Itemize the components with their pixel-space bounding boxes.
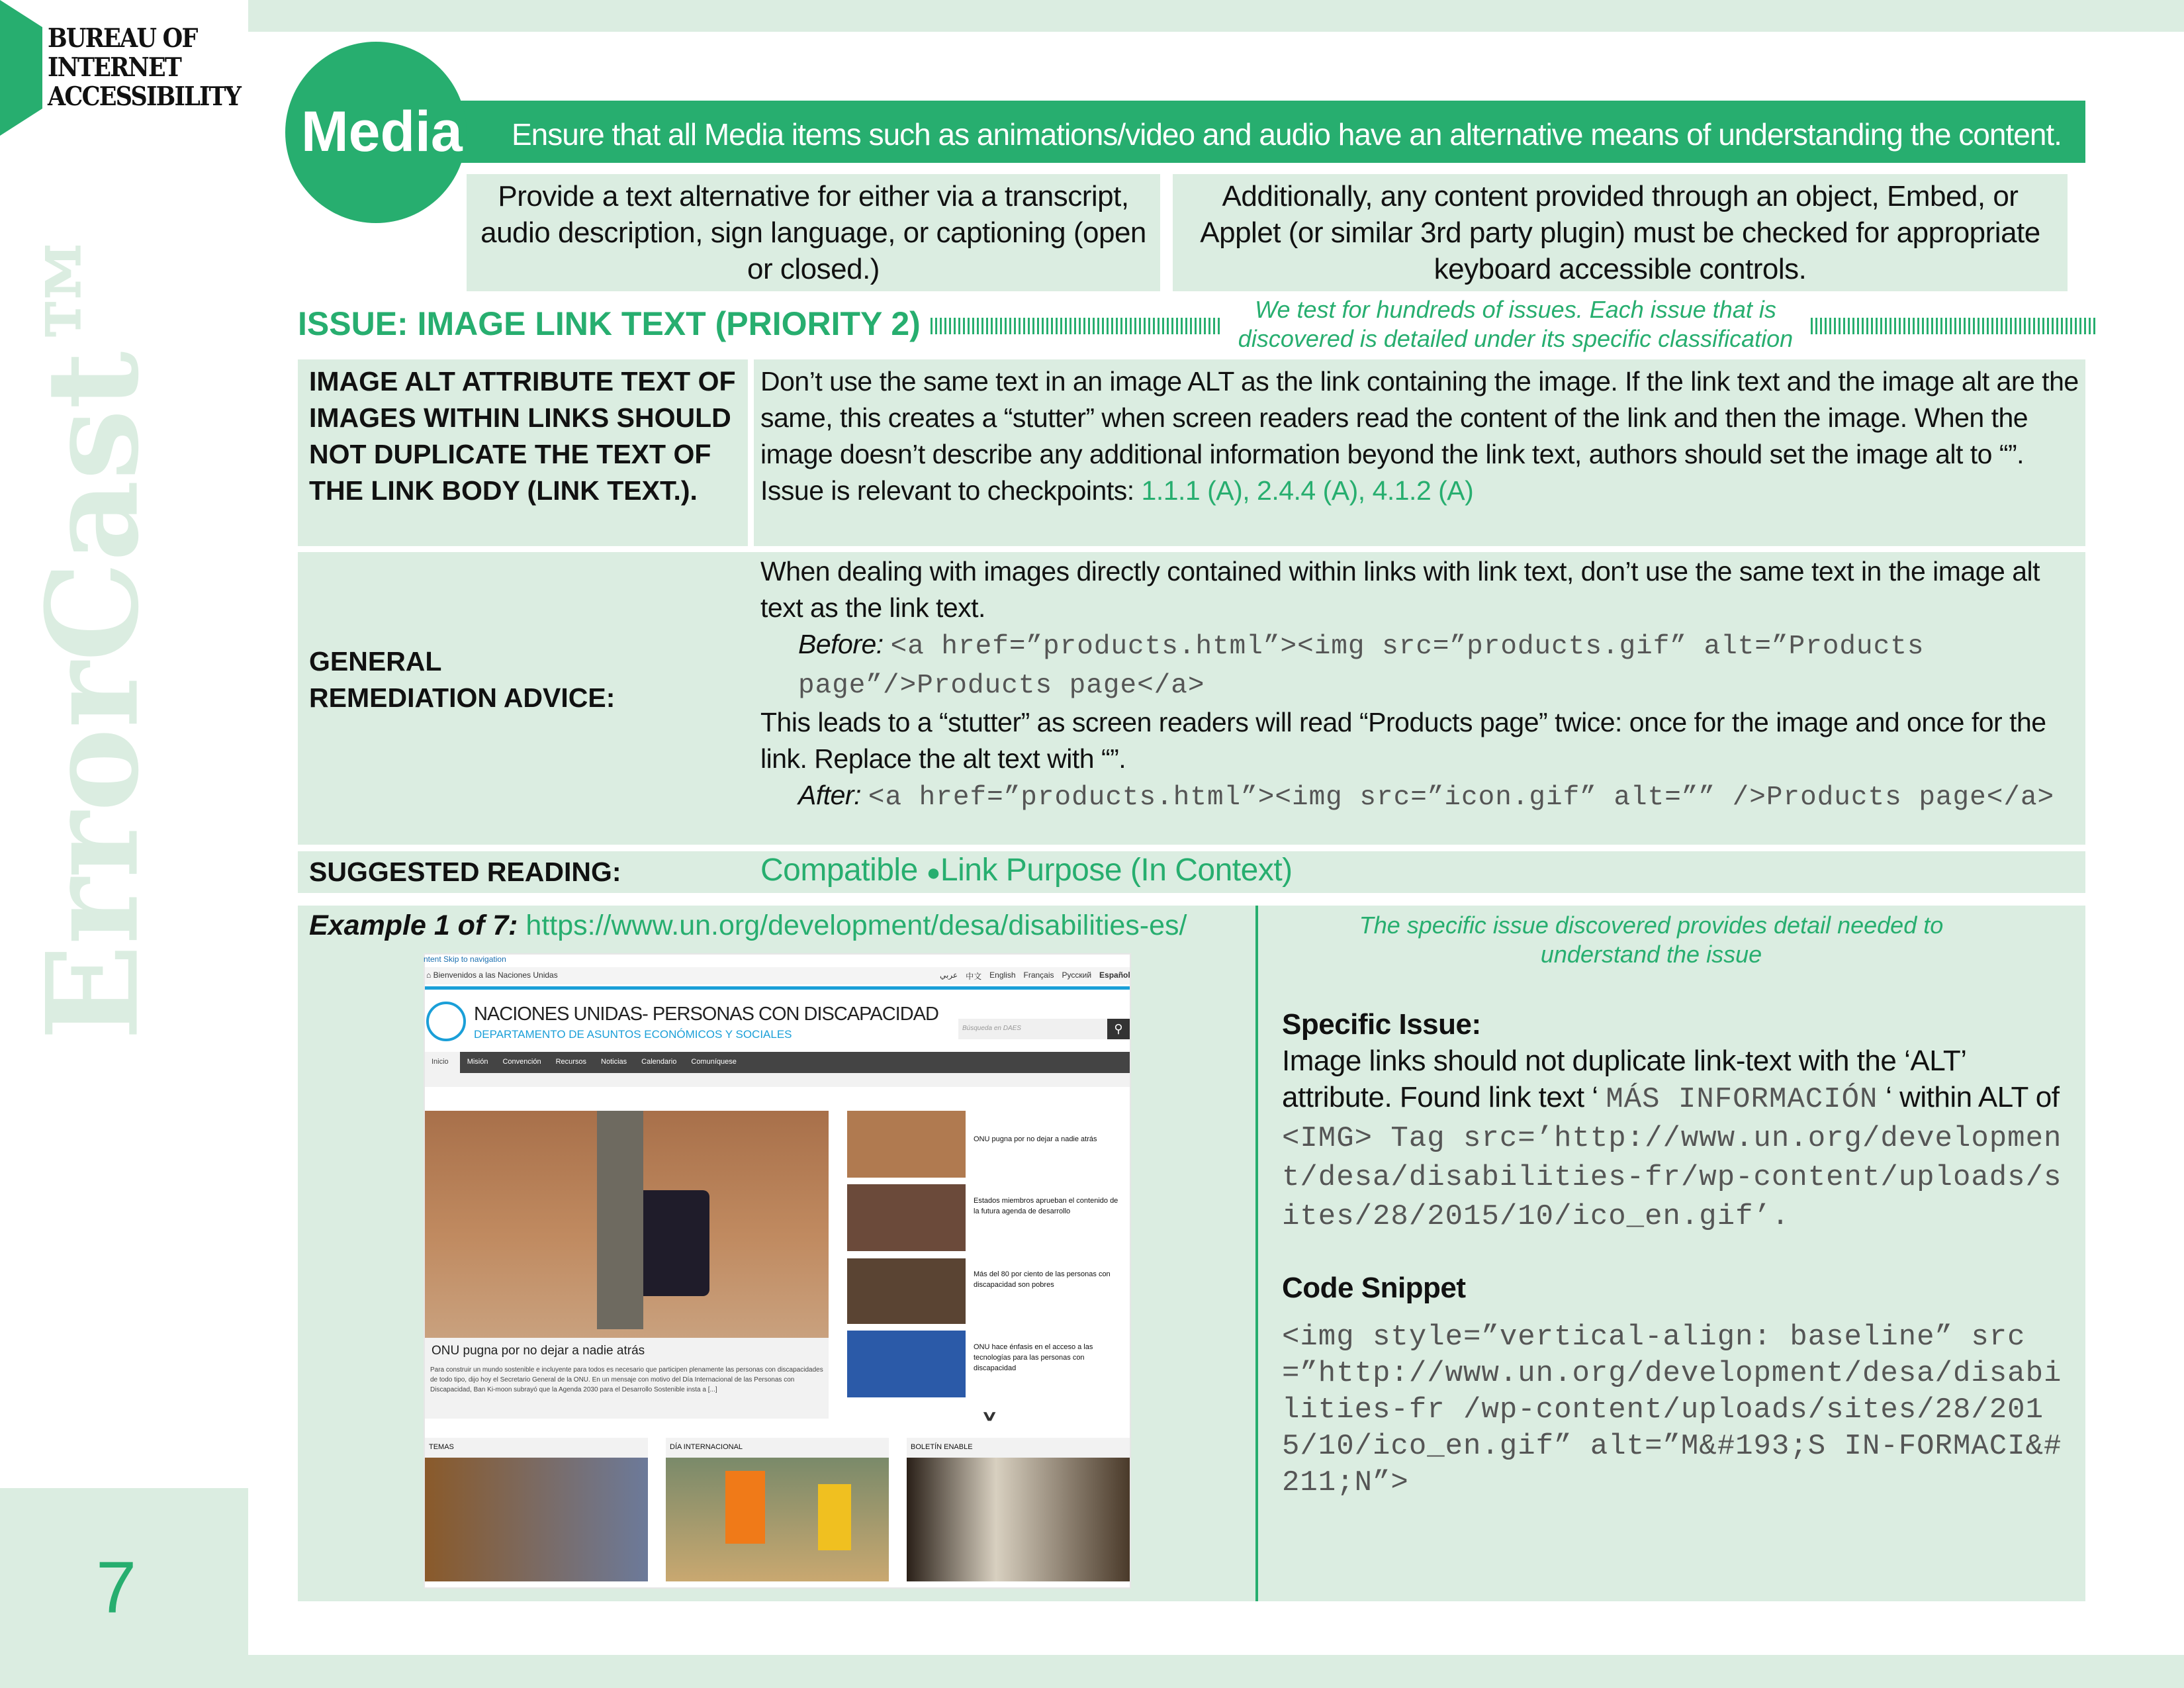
card-label: DÍA INTERNACIONAL bbox=[666, 1438, 889, 1458]
logo bbox=[48, 24, 240, 111]
side-thumb[interactable] bbox=[847, 1111, 966, 1178]
search-icon[interactable]: ⚲ bbox=[1107, 1019, 1130, 1039]
row-label: SUGGESTED READING: bbox=[309, 857, 621, 887]
welcome-text: Bienvenidos a las Naciones Unidas bbox=[433, 970, 558, 980]
after-label: After: bbox=[798, 780, 868, 810]
divider-ticks bbox=[1811, 318, 2098, 334]
divider-ticks bbox=[931, 318, 1220, 334]
bottom-band bbox=[0, 1655, 2184, 1688]
lang-link[interactable]: عربي bbox=[940, 970, 958, 980]
example-note: The specific issue discovered provides detail needed to understand the issue bbox=[1359, 912, 1944, 968]
example-label: Example 1 of 7: bbox=[309, 910, 526, 941]
logo-line: ACCESSIBILITY bbox=[48, 81, 241, 112]
nav-item[interactable]: Calendario bbox=[641, 1058, 677, 1066]
row-text bbox=[754, 363, 2085, 509]
example-url[interactable]: https://www.un.org/development/desa/disabilities-es/ bbox=[525, 910, 1187, 941]
watermark bbox=[19, 225, 167, 1041]
issue-description: Don’t use the same text in an image ALT as the link containing the image. If the link text and the image alt are the same, this creates a “stutter” when screen readers read the content of the link and then the image. When the image doesn’t describe any additional information beyond the link text, authors should set the image alt to “”. bbox=[760, 366, 2079, 469]
category-summary: Ensure that all Media items such as animations/video and audio have an alternative means of understanding the content. bbox=[512, 117, 2062, 152]
reading-link-compatible[interactable]: Compatible bbox=[760, 853, 918, 888]
language-list bbox=[940, 970, 1130, 982]
requirement-box-1: Provide a text alternative for either via a transcript, audio description, sign language, or captioning (open or closed.) bbox=[467, 174, 1160, 291]
side-thumb[interactable] bbox=[847, 1331, 966, 1397]
blue-rule bbox=[425, 986, 1130, 990]
watermark-text: ErrorCast™ bbox=[19, 225, 167, 1041]
suggested-reading bbox=[754, 852, 2085, 890]
specific-text: ‘ within ALT of bbox=[1878, 1081, 2060, 1113]
nav-item[interactable]: Recursos bbox=[555, 1058, 587, 1066]
requirement-box-2: Additionally, any content provided through an object, Embed, or Applet (or similar 3rd party plugin) must be checked for appropriate keyboard accessible controls. bbox=[1173, 174, 2068, 291]
card-label: BOLETÍN ENABLE bbox=[907, 1438, 1130, 1458]
nav-item[interactable]: Convención bbox=[502, 1058, 541, 1066]
lead-text: Para construir un mundo sostenible e incluyente para todos es necesario que participen plenamente las personas con discapacidades de todo tipo, dijo hoy el Secretario General de la ONU. En un mensaje con motivo del Día Internacional de las Personas con Discapacidad, Ban Ki-moon subrayó que la Agenda 2030 para el Desarrollo Sostenible insta a [...] bbox=[430, 1366, 823, 1393]
site-subtitle: DEPARTAMENTO DE ASUNTOS ECONÓMICOS Y SOCIALES bbox=[474, 1028, 792, 1041]
issue-note: We test for hundreds of issues. Each issue that is discovered is detailed under its specific classification bbox=[1238, 296, 1794, 352]
specific-text: Image links should not duplicate link-text with the ‘ALT’ attribute. Found link text ‘ bbox=[1282, 1045, 1966, 1113]
side-link[interactable]: Más del 80 por ciento de las personas con discapacidad son pobres bbox=[974, 1270, 1111, 1289]
logo-line: BUREAU OF bbox=[48, 23, 197, 54]
reading-link-purpose[interactable]: Link Purpose (In Context) bbox=[940, 853, 1293, 888]
code-heading: Code Snippet bbox=[1282, 1272, 1466, 1304]
category-title: Media bbox=[301, 100, 463, 164]
lang-link[interactable]: Русский bbox=[1062, 970, 1092, 980]
welcome-link[interactable] bbox=[426, 970, 558, 980]
specific-heading: Specific Issue: bbox=[1282, 1008, 1481, 1041]
page-number: 7 bbox=[96, 1547, 137, 1628]
example-divider bbox=[1255, 906, 1258, 1601]
advice-middle: This leads to a “stutter” as screen readers will read “Products page” twice: once for the image and once for the link. Replace the alt text with “”. bbox=[760, 707, 2046, 774]
row-label: GENERAL REMEDIATION ADVICE: bbox=[309, 646, 615, 713]
after-code: <a href=”products.html”><img src=”icon.gif” alt=”” />Products page</a> bbox=[868, 782, 2055, 813]
specific-issue bbox=[1282, 1006, 2076, 1501]
bullet: ● bbox=[926, 859, 940, 886]
site-title: NACIONES UNIDAS- PERSONAS CON DISCAPACIDAD bbox=[474, 1004, 938, 1025]
chevron-down-icon[interactable]: ∨ bbox=[981, 1407, 999, 1424]
un-emblem-icon bbox=[426, 1002, 466, 1041]
side-thumb[interactable] bbox=[847, 1258, 966, 1324]
card-photo[interactable] bbox=[666, 1458, 889, 1581]
code-snippet: <img style=”vertical-align: baseline” src=”http://www.un.org/development/desa/disabilities-fr /wp-content/uploads/sites/28/2015/10/ico_en.gif” alt=”M&#193;S IN-FORMACI&#211;N”> bbox=[1282, 1321, 2062, 1499]
logo-chevron bbox=[0, 0, 42, 136]
before-code: <a href=”products.html”><img src=”products.gif” alt=”Products page”/>Products page</a> bbox=[798, 632, 1925, 701]
nav-item[interactable]: Misión bbox=[467, 1058, 488, 1066]
skip-link[interactable]: ntent Skip to navigation bbox=[424, 955, 506, 964]
nav-item[interactable]: Inicio bbox=[432, 1058, 449, 1066]
issue-heading: ISSUE: IMAGE LINK TEXT (PRIORITY 2) bbox=[298, 305, 921, 342]
nav-items bbox=[432, 1058, 737, 1066]
top-band bbox=[248, 0, 2184, 32]
card-photo[interactable] bbox=[425, 1458, 648, 1581]
side-link[interactable]: ONU pugna por no dejar a nadie atrás bbox=[974, 1135, 1097, 1143]
nav-item[interactable]: Noticias bbox=[601, 1058, 627, 1066]
before-label: Before: bbox=[798, 629, 891, 659]
lang-link[interactable]: Français bbox=[1023, 970, 1054, 980]
example-heading bbox=[309, 910, 1187, 942]
nav-item[interactable]: Comuníquese bbox=[691, 1058, 737, 1066]
side-link[interactable]: ONU hace énfasis en el acceso a las tecnologías para las personas con discapacidad bbox=[974, 1343, 1093, 1372]
side-link[interactable]: Estados miembros aprueban el contenido de la futura agenda de desarrollo bbox=[974, 1197, 1118, 1215]
lead-photo[interactable] bbox=[425, 1111, 829, 1338]
lang-link[interactable]: 中文 bbox=[966, 972, 982, 981]
home-icon: ⌂ bbox=[426, 970, 433, 980]
site-search-input[interactable]: Búsqueda en DAES bbox=[958, 1019, 1107, 1039]
lang-link[interactable]: English bbox=[989, 970, 1016, 980]
lead-title[interactable]: ONU pugna por no dejar a nadie atrás bbox=[432, 1344, 645, 1358]
logo-line: INTERNET bbox=[48, 52, 181, 83]
advice-intro: When dealing with images directly contained within links with link text, don’t use the same text in the image alt text as the link text. bbox=[760, 556, 2040, 623]
row-text bbox=[754, 553, 2085, 816]
card-photo[interactable] bbox=[907, 1458, 1130, 1581]
row-label: IMAGE ALT ATTRIBUTE TEXT OF IMAGES WITHIN LINKS SHOULD NOT DUPLICATE THE TEXT OF THE LINK BODY (LINK TEXT.). bbox=[309, 366, 736, 506]
side-thumb[interactable] bbox=[847, 1184, 966, 1251]
found-text: MÁS INFORMACIÓN bbox=[1606, 1083, 1878, 1116]
lang-link[interactable]: Español bbox=[1099, 970, 1130, 980]
card-label: TEMAS bbox=[425, 1438, 648, 1458]
checkpoints-label: Issue is relevant to checkpoints: bbox=[760, 475, 1142, 506]
tag-src: <IMG> Tag src=’http://www.un.org/development/desa/disabilities-fr/wp-content/uploads/sites/28/2015/10/ico_en.gif’. bbox=[1282, 1122, 2062, 1233]
checkpoints-link[interactable]: 1.1.1 (A), 2.4.4 (A), 4.1.2 (A) bbox=[1141, 475, 1474, 506]
